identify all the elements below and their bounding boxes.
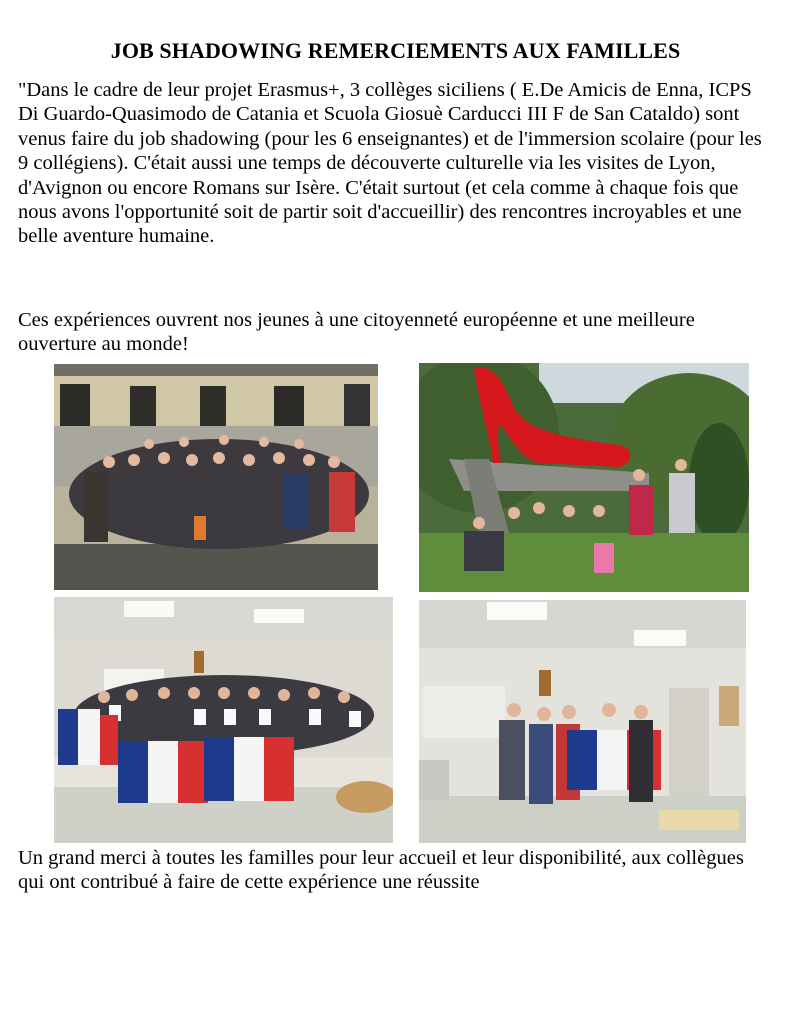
teachers-flag-photo bbox=[419, 600, 746, 843]
red-shoe-sculpture-photo bbox=[419, 363, 749, 592]
thanks-paragraph: Un grand merci à toutes les familles pour leur accueil et leur disponibilité, aux collègues qui ont contribué à faire de cette expérience une réussite bbox=[18, 847, 744, 894]
group-photo-courtyard bbox=[54, 364, 378, 590]
experience-paragraph: Ces expériences ouvrent nos jeunes à une citoyenneté européenne et une meilleure ouverture au monde! bbox=[18, 309, 695, 356]
intro-paragraph: "Dans le cadre de leur projet Erasmus+, 3 collèges siciliens ( E.De Amicis de Enna, ICPS Di Guardo-Quasimodo de Catania et Scuola Giosuè Carducci III F de San Cataldo) sont venus faire du job shadowing (pour les 6 enseignantes) et de l'immersion scolaire (pour les 9 collégiens). C'était aussi une temps de découverte culturelle via les visites de Lyon, d'Avignon ou encore Romans sur Isère. C'était surtout (et cela comme à chaque fois que nous avons l'opportunité soit de partir soit d'accueillir) des rencontres incroyables et une belle aventure humaine. bbox=[18, 79, 762, 248]
page-title: JOB SHADOWING REMERCIEMENTS AUX FAMILLES bbox=[110, 38, 681, 63]
classroom-certificates-photo bbox=[54, 597, 393, 843]
